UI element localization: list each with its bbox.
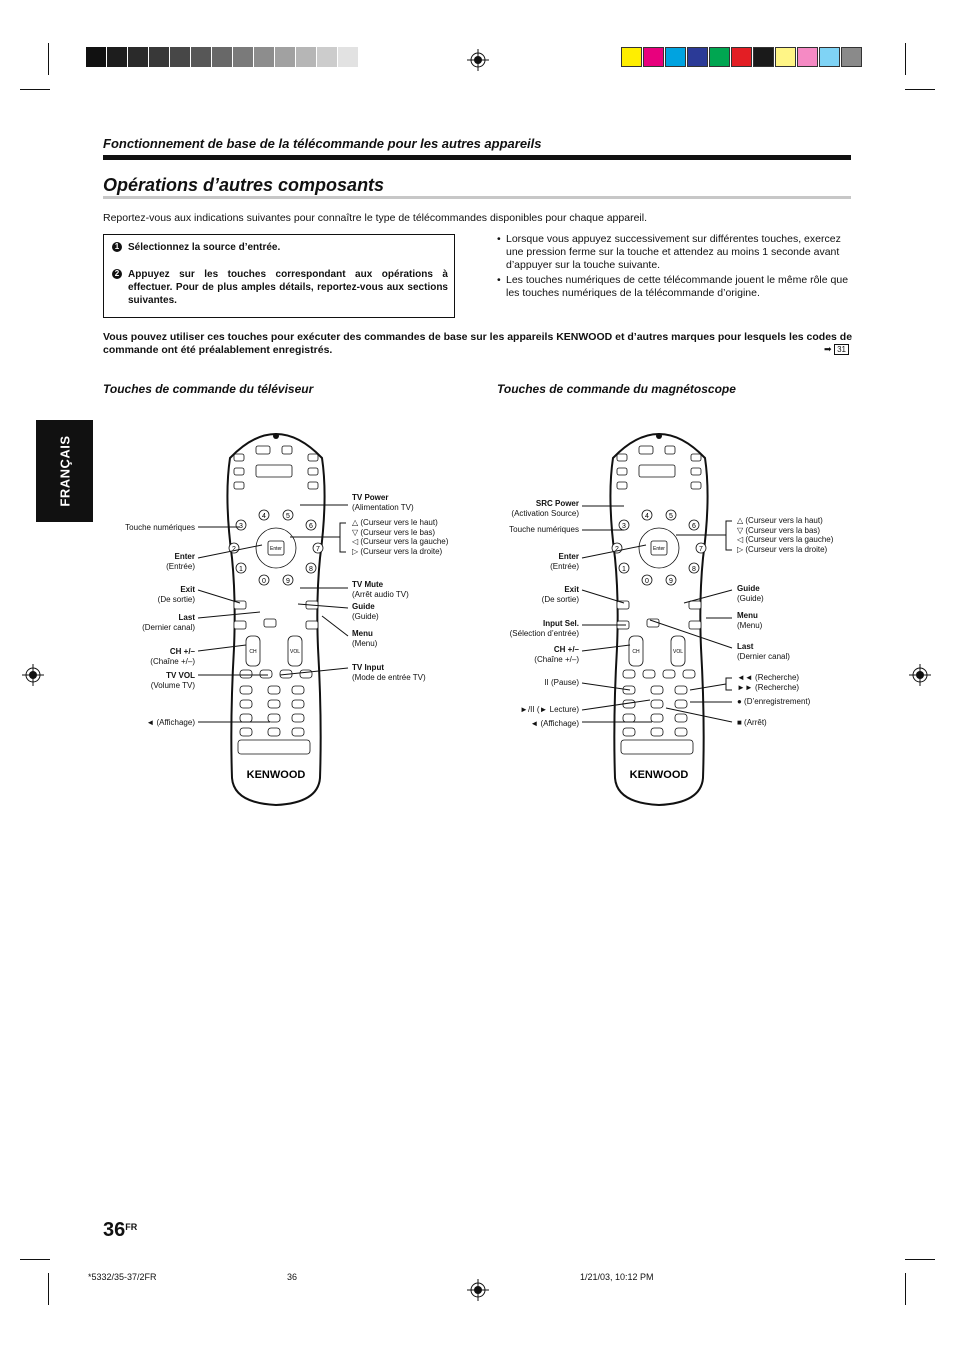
tv-label-ch (150, 647, 195, 666)
digit-label: 7 (316, 546, 320, 553)
tv-label-vol (151, 671, 195, 690)
digit-label: 4 (645, 513, 649, 520)
rewind-label: ◄◄ (Recherche) (737, 673, 800, 682)
cursor-left-label: ◁ (Curseur vers la gauche) (737, 535, 834, 544)
digit-label: 6 (692, 523, 696, 530)
digit-label: 1 (622, 566, 626, 573)
label-desc: (Mode de entrée TV) (352, 672, 426, 682)
page-number-value: 36 (103, 1219, 126, 1241)
label-key: Exit (564, 585, 579, 594)
label-key: CH +/– (169, 647, 195, 656)
step-text: Sélectionnez la source d’entrée. (128, 242, 281, 253)
tv-label-enter (166, 552, 195, 571)
tv-label-last (142, 613, 195, 632)
digit-label: 3 (239, 523, 243, 530)
digit-label: 0 (262, 578, 266, 585)
step-number: 1 (112, 242, 122, 252)
label-desc: (Dernier canal) (142, 622, 195, 632)
label-key: Enter (174, 552, 195, 561)
label-key: Menu (352, 629, 373, 638)
vcr-label-menu (737, 611, 762, 630)
page-lang: FR (125, 1222, 138, 1232)
vcr-label-input (510, 619, 579, 638)
digit-label: 0 (645, 578, 649, 585)
label-key: CH +/– (553, 645, 579, 654)
label-desc: (De sortie) (157, 594, 195, 604)
label-key: Exit (180, 585, 195, 594)
enter-key-label: Enter (270, 546, 282, 552)
doc-page: 36 (287, 1272, 298, 1282)
step-number: 2 (112, 269, 122, 279)
cursor-down-label: ▽ (Curseur vers la bas) (737, 525, 821, 535)
note-item: • Lorsque vous appuyez successivement sur différentes touches, exercez une pression ferme sur la touche et attendez au moins 1 seconde avant d’appuyer sur la touche suivante. (497, 233, 853, 272)
label-desc: (De sortie) (541, 594, 579, 604)
tv-label-guide (352, 602, 379, 621)
ref-page: 31 (834, 344, 849, 355)
label-key: TV Mute (352, 580, 384, 589)
label-desc: (Entrée) (166, 561, 195, 571)
label-desc: (Volume TV) (150, 680, 195, 690)
vcr-label-exit (542, 585, 579, 604)
digit-label: 3 (622, 523, 626, 530)
label-key: Last (178, 613, 195, 622)
tv-label-input (352, 663, 426, 682)
label-desc: (Alimentation TV) (352, 502, 414, 512)
vcr-label-src (511, 499, 579, 518)
digit-label: 4 (262, 513, 266, 520)
digit-label: 8 (309, 566, 313, 573)
vol-key-label: VOL (289, 649, 301, 655)
label-desc: (Guide) (737, 593, 764, 603)
page-number (103, 1219, 137, 1242)
brand-logo: KENWOOD (629, 769, 689, 781)
print-datetime: 1/21/03, 10:12 PM (580, 1272, 654, 1282)
label-desc: (Sélection d’entrée) (509, 628, 579, 638)
digit-label: 5 (669, 513, 673, 520)
vcr-heading: Touches de commande du magnétoscope (497, 382, 736, 396)
vcr-label-rec: ● (D’enregistrement) (737, 697, 811, 706)
label-desc: (Chaîne +/–) (534, 654, 579, 664)
vcr-label-search (737, 673, 799, 692)
label-key: TV Power (352, 493, 389, 502)
digit-label: 2 (232, 546, 236, 553)
label-key: Input Sel. (543, 619, 579, 628)
label-desc: (Menu) (352, 638, 378, 648)
label-desc: (Arrêt audio TV) (352, 589, 409, 599)
intro-text: Reportez-vous aux indications suivantes pour connaître le type de télécommandes disponibles pour chaque appareil. (103, 212, 647, 224)
label-key: Enter (558, 552, 579, 561)
cursor-right-label: ▷ (Curseur vers la droite) (352, 546, 443, 556)
section-title: Fonctionnement de base de la télécommande pour les autres appareils (103, 136, 542, 151)
tv-label-display: ◄ (Affichage) (146, 718, 195, 727)
tv-label-power (352, 493, 414, 512)
cursor-up-label: △ (Curseur vers la haut) (737, 516, 823, 525)
cursor-up-label: △ (Curseur vers le haut) (352, 518, 438, 527)
vcr-label-cursor (737, 516, 833, 554)
ch-key-label: CH (632, 649, 640, 655)
label-key: TV Input (352, 663, 384, 672)
digit-label: 7 (699, 546, 703, 553)
page-title: Opérations d’autres composants (103, 175, 385, 195)
digit-label: 9 (669, 578, 673, 585)
digit-label: 1 (239, 566, 243, 573)
digit-label: 6 (309, 523, 313, 530)
label-desc: (Guide) (352, 611, 379, 621)
label-key: TV VOL (166, 671, 195, 680)
label-desc: (Dernier canal) (737, 651, 790, 661)
tv-label-numeric: Touche numériques (125, 523, 195, 532)
vcr-label-stop: ■ (Arrêt) (737, 718, 767, 727)
vcr-label-display: ◄ (Affichage) (530, 719, 579, 728)
label-desc: (Activation Source) (511, 508, 579, 518)
arrow-icon: ➡ (824, 344, 832, 354)
label-key: Guide (737, 584, 760, 593)
label-key: SRC Power (535, 499, 579, 508)
tv-label-menu (352, 629, 377, 648)
usage-paragraph: Vous pouvez utiliser ces touches pour exécuter des commandes de base sur les appareils KENWOOD et d’autres marques pour lesquels les codes de commande ont été préalablement enregistrés. (103, 331, 853, 356)
label-key: Guide (352, 602, 375, 611)
label-key: Menu (737, 611, 758, 620)
cursor-down-label: ▽ (Curseur vers le bas) (352, 527, 436, 537)
doc-code: *5332/35-37/2FR (88, 1272, 157, 1282)
vcr-label-play: ►/II (► Lecture) (520, 705, 579, 714)
label-desc: (Chaîne +/–) (150, 656, 195, 666)
enter-key-label: Enter (653, 546, 665, 552)
tv-label-exit (158, 585, 195, 604)
digit-label: 2 (615, 546, 619, 553)
tv-label-cursor (352, 518, 448, 556)
tv-heading: Touches de commande du téléviseur (103, 382, 314, 396)
brand-logo: KENWOOD (246, 769, 306, 781)
vol-key-label: VOL (672, 649, 684, 655)
vcr-label-pause: II (Pause) (544, 678, 579, 687)
cursor-left-label: ◁ (Curseur vers la gauche) (352, 537, 449, 546)
vcr-label-ch (534, 645, 579, 664)
digit-label: 9 (286, 578, 290, 585)
ch-key-label: CH (249, 649, 257, 655)
tv-label-mute (352, 580, 409, 599)
fastforward-label: ►► (Recherche) (737, 682, 800, 692)
language-label: FRANÇAIS (57, 435, 72, 507)
label-key: Last (737, 642, 754, 651)
step-text: Appuyez sur les touches correspondant aux opérations à effectuer. Pour de plus amples détails, reportez-vous aux sections suivantes. (128, 269, 448, 306)
label-desc: (Menu) (737, 620, 763, 630)
label-desc: (Entrée) (550, 561, 579, 571)
digit-label: 8 (692, 566, 696, 573)
vcr-label-numeric: Touche numériques (509, 525, 579, 534)
vcr-label-enter (550, 552, 579, 571)
digit-label: 5 (286, 513, 290, 520)
vcr-label-guide (737, 584, 764, 603)
vcr-label-last (737, 642, 790, 661)
cursor-right-label: ▷ (Curseur vers la droite) (737, 544, 828, 554)
note-item: • Les touches numériques de cette télécommande jouent le même rôle que les touches numériques de la télécommande d’origine. (497, 274, 853, 300)
